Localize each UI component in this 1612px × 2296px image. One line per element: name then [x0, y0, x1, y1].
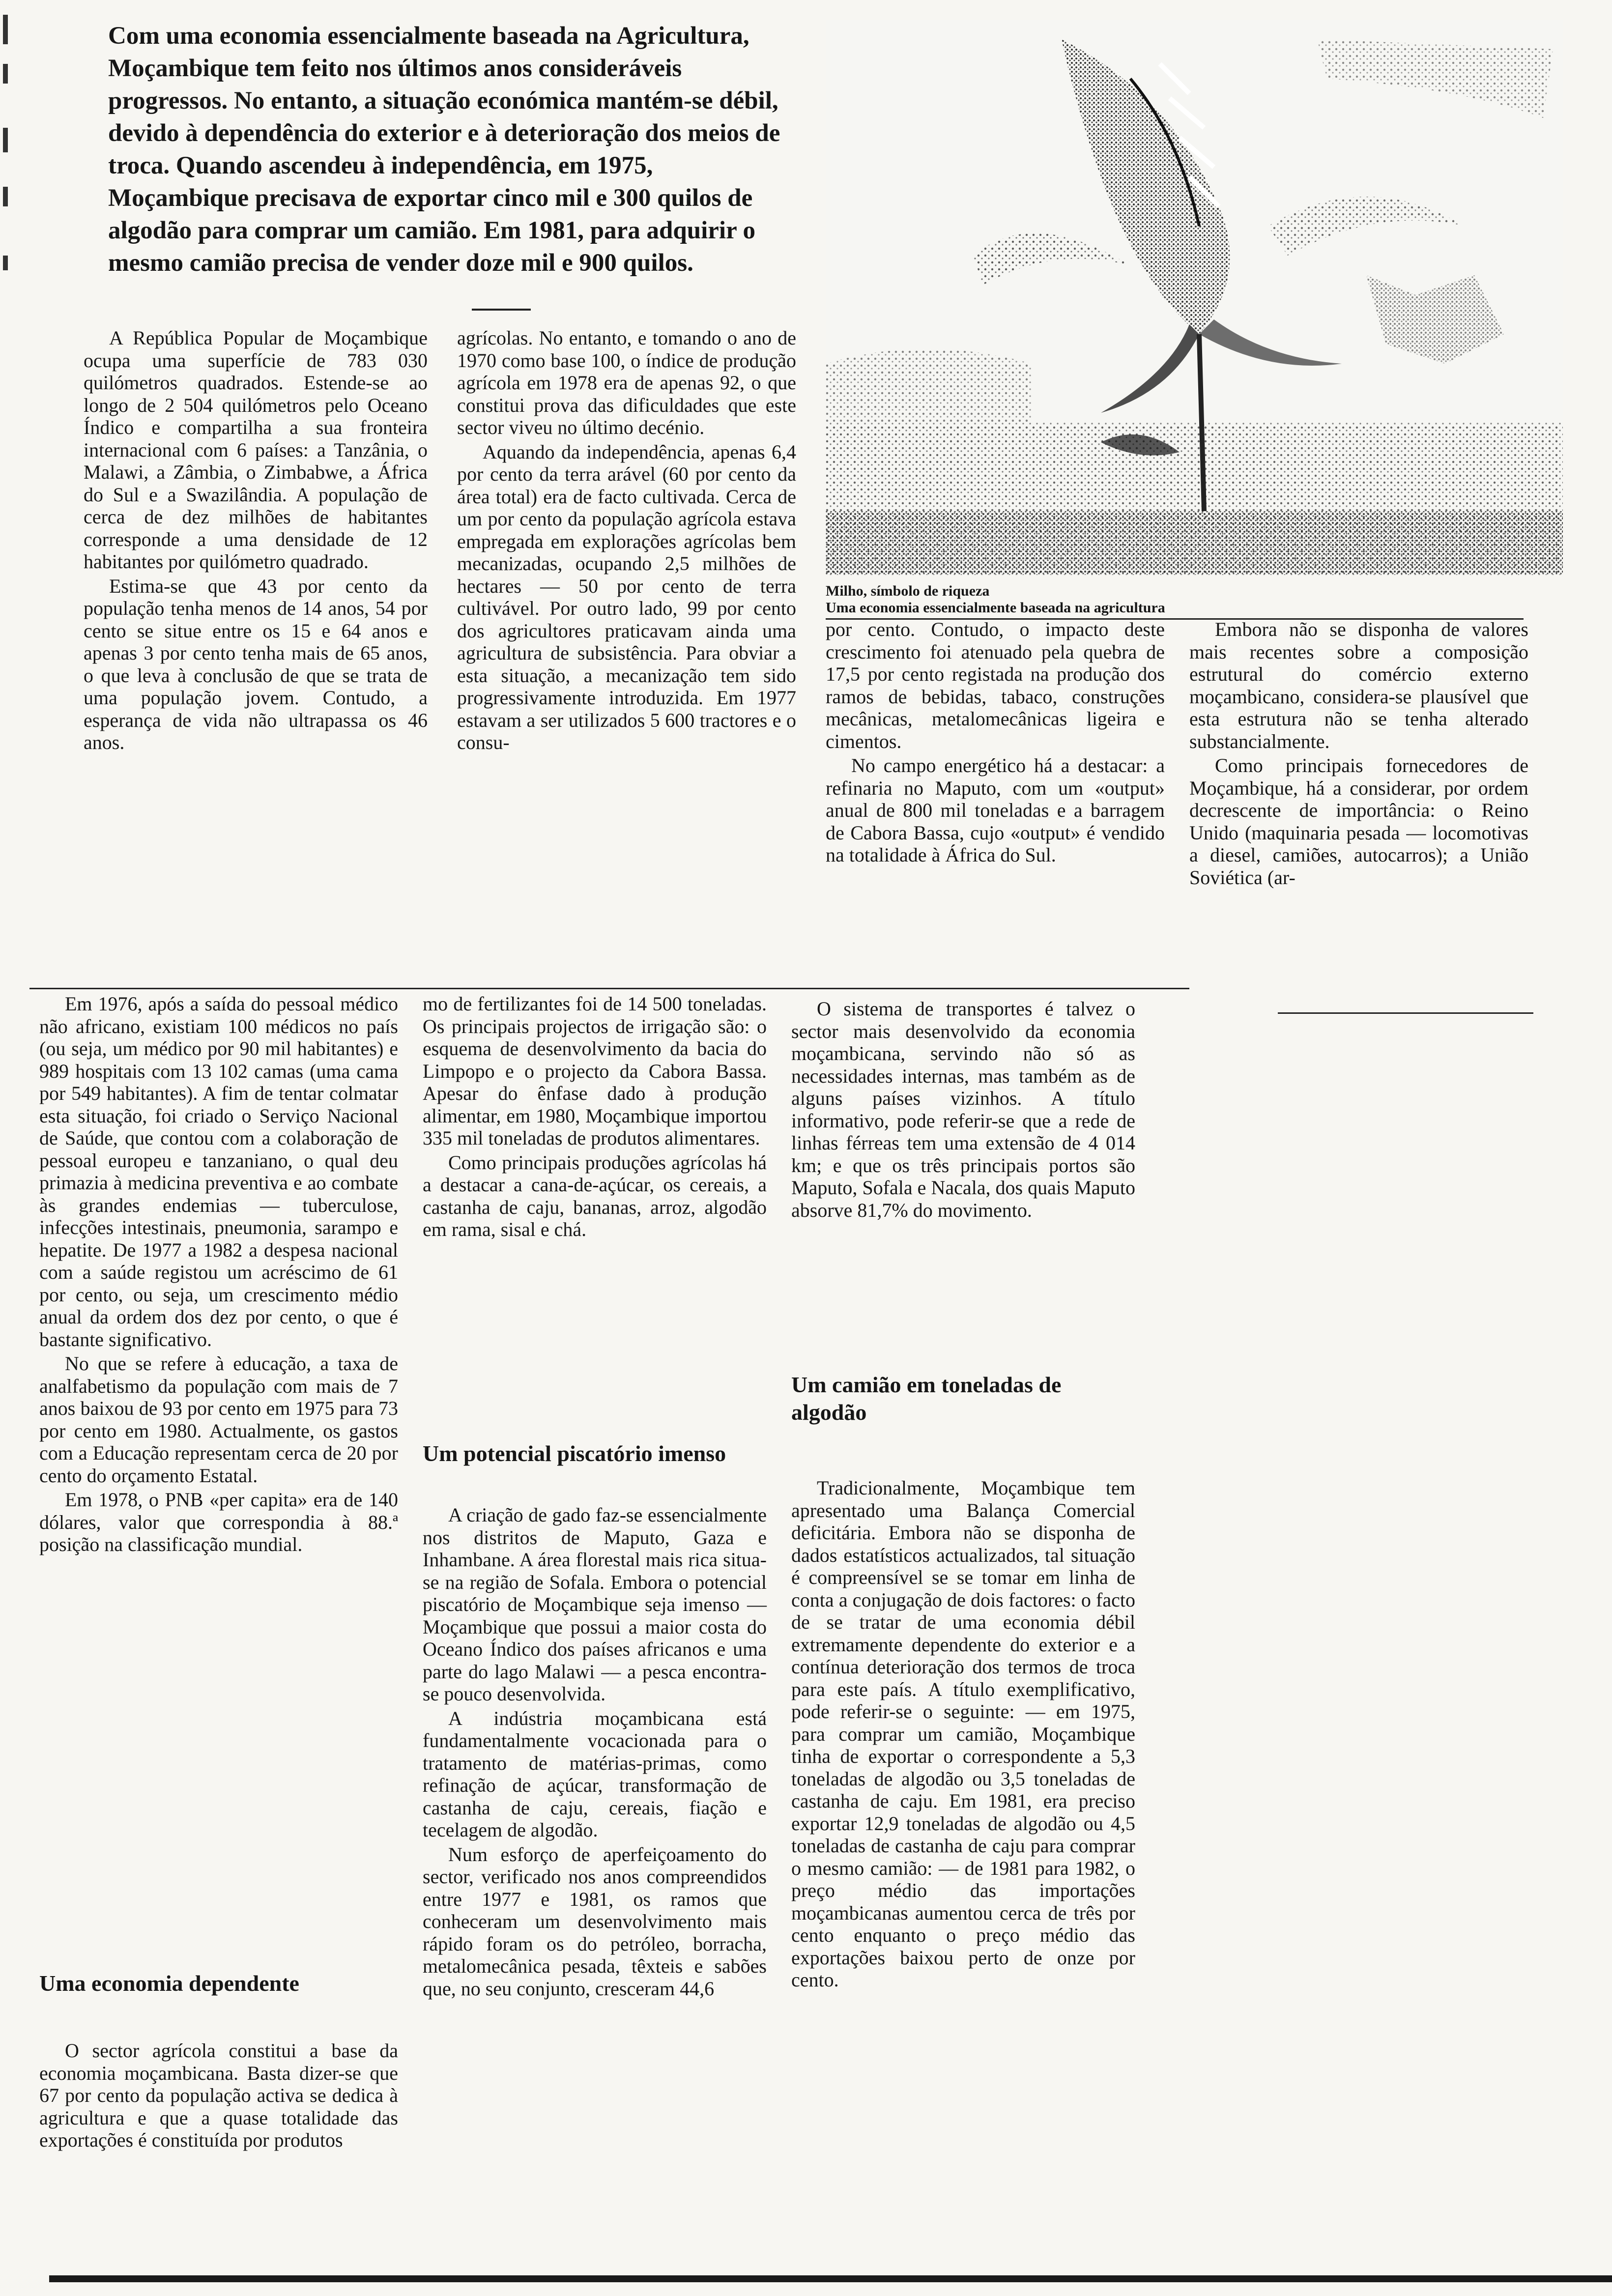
maize-photo: [826, 20, 1563, 575]
paragraph: Como principais fornecedores de Moçambique, há a considerar, por ordem decrescente de importância: o Reino Unido (maquinaria pesada — locomotivas a diesel, camiões, autocarros); a União Soviética (ar-: [1189, 754, 1528, 889]
paragraph: mo de fertilizantes foi de 14 500 toneladas. Os principais projectos de irrigação são: o esquema de desenvolvimento da bacia do Limpopo e o projecto da Cabora Bassa. Apesar do ênfase dado à produção alimentar, em 1980, Moçambique importou 335 mil toneladas de produtos alimentares.: [423, 993, 767, 1149]
section-heading-fishing: Um potencial piscatório imenso: [423, 1441, 726, 1466]
paragraph: A criação de gado faz-se essencialmente nos distritos de Maputo, Gaza e Inhambane. A área florestal mais rica situa-se na região de Sofala. Embora o potencial piscatório de Moçambique seja imenso — Moçambique que possui a maior costa do Oceano Índico dos países africanos e uma parte do lago Malawi — a pesca encontra-se pouco desenvolvida.: [423, 1504, 767, 1705]
section-heading-economy: Uma economia dependente: [39, 1971, 299, 1996]
paragraph: A República Popular de Moçambique ocupa uma superfície de 783 030 quilómetros quadrados. Estende-se ao longo de 2 504 quilómetros pelo Oceano Índico e compartilha a sua fronteira internacional com 6 países: a Tanzânia, o Malawi, a Zâmbia, o Zimbabwe, a África do Sul e a Swazilândia. A população de cerca de dez milhões de habitantes corresponde a uma densidade de 12 habitantes por quilómetro quadrado.: [84, 327, 428, 573]
scan-mark: [3, 128, 8, 152]
photo-caption-title: Milho, símbolo de riqueza: [826, 583, 990, 599]
column-bottom-1: [39, 993, 398, 1558]
column-bottom-3: [791, 998, 1135, 1223]
column-top-3: [826, 618, 1165, 868]
column-top-1: [84, 327, 428, 756]
paragraph: No que se refere à educação, a taxa de analfabetismo da população com mais de 7 anos baixou de 93 por cento em 1975 para 73 por cento em 1980. Actualmente, os gastos com a Educação representam cerca de 20 por cento do orçamento Estatal.: [39, 1352, 398, 1487]
column-top-2: [457, 327, 796, 756]
lead-divider: [472, 309, 531, 311]
paragraph: O sector agrícola constitui a base da economia moçambicana. Basta dizer-se que 67 por cento da população activa se dedica à agricultura e que a quase totalidade das exportações é constituída por produtos: [39, 2039, 398, 2151]
paragraph: A indústria moçambicana está fundamentalmente vocacionada para o tratamento de matérias-primas, como refinação de açúcar, transformação de castanha de caju, cereais, fiação e tecelagem de algodão.: [423, 1707, 767, 1841]
lead-paragraph: Com uma economia essencialmente baseada na Agricultura, Moçambique tem feito nos últimos anos consideráveis progressos. No entanto, a situação económica mantém-se débil, devido à dependência do exterior e à deterioração dos meios de troca. Quando ascendeu à independência, em 1975, Moçambique precisava de exportar cinco mil e 300 quilos de algodão para comprar um camião. Em 1981, para adquirir o mesmo camião precisa de vender doze mil e 900 quilos.: [108, 22, 780, 277]
column-bottom-2: [423, 993, 767, 1243]
scan-mark: [3, 64, 8, 84]
paragraph: Num esforço de aperfeiçoamento do sector, verificado nos anos compreendidos entre 1977 e 1981, os ramos que conheceram um desenvolvimento mais rápido foram os do petróleo, borracha, metalomecânica pesada, têxteis e sabões que, no seu conjunto, cresceram 44,6: [423, 1843, 767, 2000]
paragraph: Em 1976, após a saída do pessoal médico não africano, existiam 100 médicos no país (ou seja, um médico por 90 mil habitantes) e 989 hospitais com 13 102 camas (uma cama por 549 habitantes). A fim de tentar colmatar esta situação, foi criado o Serviço Nacional de Saúde, que contou com a colaboração de pessoal europeu e tanzaniano, o qual deu primazia à medicina preventiva e ao combate às grandes endemias — tuberculose, infecções intestinais, pneumonia, sarampo e hepatite. De 1977 a 1982 a despesa nacional com a saúde registou um acréscimo de 61 por cento, ou seja, um crescimento médio anual da ordem dos dez por cento, o que é bastante significativo.: [39, 993, 398, 1350]
scan-mark: [3, 187, 8, 206]
column-bottom-1-continued: [39, 2039, 398, 2153]
paragraph: agrícolas. No entanto, e tomando o ano de 1970 como base 100, o índice de produção agrícola em 1978 era de apenas 92, o que constitui prova das dificuldades que este sector viveu no último decénio.: [457, 327, 796, 438]
paragraph: Aquando da independência, apenas 6,4 por cento da terra arável (60 por cento da área total) era de facto cultivada. Cerca de um por cento da população agrícola estava empregada em explorações agrícolas bem mecanizadas, ocupando 2,5 milhões de hectares — 50 por cento de terra cultivável. Por outro lado, 99 por cento dos agricultores praticavam ainda uma agricultura de subsistência. Para obviar a esta situação, a mecanização tem sido progressivamente introduzida. Em 1977 estavam a ser utilizados 5 600 tractores e o consu-: [457, 440, 796, 753]
paragraph: O sistema de transportes é talvez o sector mais desenvolvido da economia moçambicana, servindo não só as necessidades internas, mas também as de alguns países vizinhos. A título informativo, pode referir-se que a rede de linhas férreas tem uma extensão de 4 014 km; e que os três principais portos são Maputo, Sofala e Nacala, dos quais Maputo absorve 81,7% do movimento.: [791, 998, 1135, 1221]
scan-mark: [3, 15, 8, 44]
paragraph: por cento. Contudo, o impacto deste crescimento foi atenuado pela quebra de 17,5 por cento registada na produção dos ramos de bebidas, tabaco, construções mecânicas, metalomecânicas ligeira e cimentos.: [826, 618, 1165, 752]
paragraph: Embora não se disponha de valores mais recentes sobre a composição estrutural do comércio externo moçambicano, considera-se plausível que esta estrutura não se tenha alterado substancialmente.: [1189, 618, 1528, 752]
photo-caption-text: Uma economia essencialmente baseada na agricultura: [826, 600, 1165, 616]
paragraph: Estima-se que 43 por cento da população tenha menos de 14 anos, 54 por cento se situe entre os 15 e 64 anos e apenas 3 por cento tenha mais de 65 anos, o que leva à conclusão de que se trata de uma população jovem. Contudo, a esperança de vida não ultrapassa os 46 anos.: [84, 574, 428, 753]
column-end-rule: [1278, 1012, 1533, 1014]
column-top-4: [1189, 618, 1528, 890]
paragraph: Como principais produções agrícolas há a destacar a cana-de-açúcar, os cereais, a castanha de caju, bananas, arroz, algodão em rama, sisal e chá.: [423, 1151, 767, 1240]
maize-illustration: [826, 20, 1563, 575]
band-divider: [29, 988, 1189, 989]
scan-mark: [3, 256, 8, 270]
paragraph: No campo energético há a destacar: a refinaria no Maputo, com um «output» anual de 800 mil toneladas e a barragem de Cabora Bassa, cujo «output» é vendido na totalidade à África do Sul.: [826, 754, 1165, 866]
column-bottom-2-continued: [423, 1504, 767, 2002]
paragraph: Tradicionalmente, Moçambique tem apresentado uma Balança Comercial deficitária. Embora não se disponha de dados estatísticos actualizados, tal situação é compreensível se se tomar em linha de conta a conjugação de dois factores: o facto de se tratar de uma economia débil extremamente dependente do exterior e a contínua deterioração dos termos de troca para este país. A título exemplificativo, pode referir-se o seguinte: — em 1975, para comprar um camião, Moçambique tinha de exportar o correspondente a 5,3 toneladas de algodão ou 3,5 toneladas de castanha de caju. Em 1981, era preciso exportar 12,9 toneladas de algodão ou 4,5 toneladas de castanha de caju para comprar o mesmo camião: — de 1981 para 1982, o preço médio das importações moçambicanas aumentou cerca de três por cento enquanto o preço médio das exportações baixou perto de onze por cento.: [791, 1477, 1135, 1991]
column-bottom-3-continued: [791, 1477, 1135, 1993]
paragraph: Em 1978, o PNB «per capita» era de 140 dólares, valor que correspondia à 88.ª posição na classificação mundial.: [39, 1489, 398, 1555]
scan-bottom-edge: [49, 2275, 1612, 2282]
section-heading-truck: Um camião em toneladas de algodão: [791, 1372, 1062, 1425]
